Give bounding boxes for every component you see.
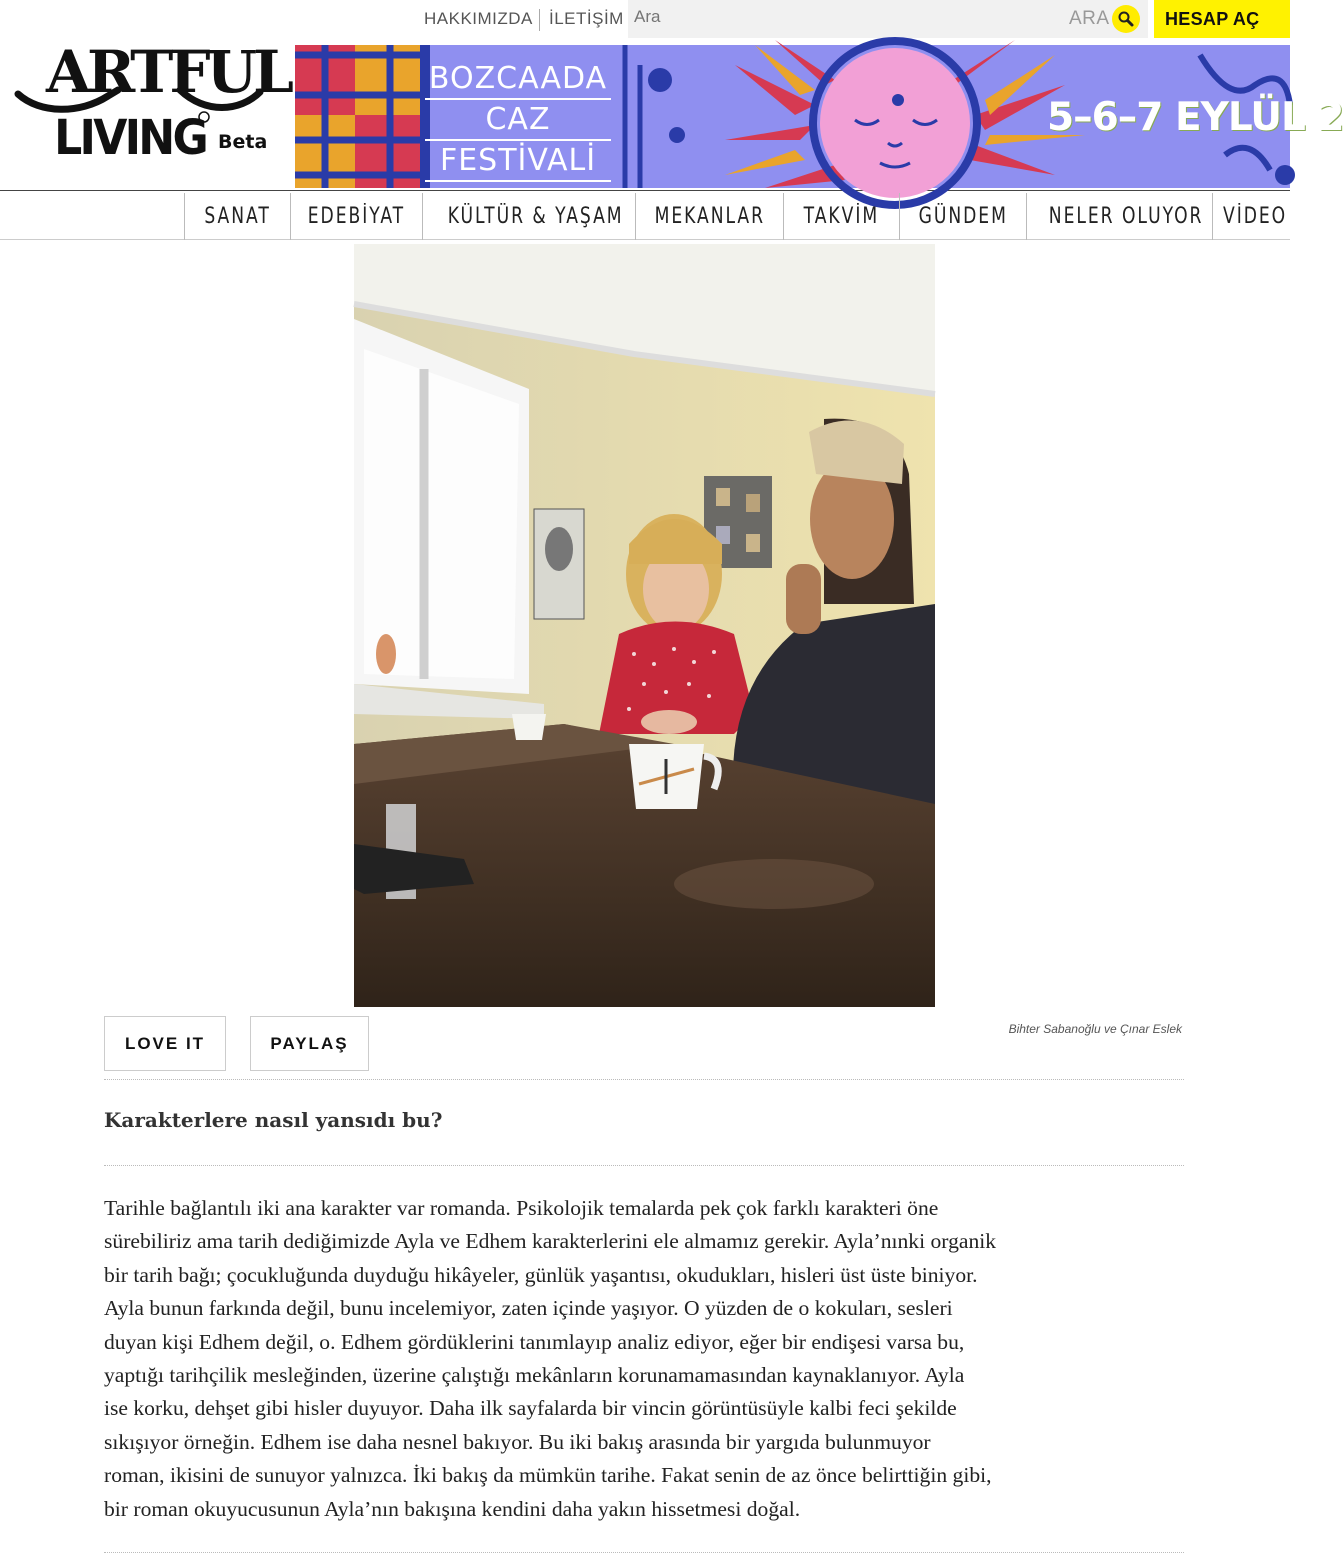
article-line: sürebiliriz ama tarih dediğimizde Ayla ve Edhem karakterlerini ele almamız gerekir. Ayla’nınki organik [104, 1229, 997, 1254]
nav-item-gundem[interactable] [899, 193, 1026, 240]
divider [104, 1165, 1184, 1166]
banner-title [425, 59, 611, 182]
logo-line1: ARTFUL [46, 38, 290, 106]
nav-item-edebiyat[interactable] [290, 193, 422, 240]
divider [104, 1079, 1184, 1080]
nav-item-takvim[interactable] [783, 193, 899, 240]
nav-item-label: MEKANLAR [654, 204, 765, 229]
article-line: bir tarih bağı; çocukluğunda duyduğu hikâyeler, günlük yaşantısı, okudukları, hisleri üst üste biniyor. [104, 1262, 978, 1287]
beta-badge: Beta [218, 131, 268, 153]
banner-title-line: BOZCAADA [425, 59, 611, 100]
share-button[interactable]: PAYLAŞ [250, 1016, 369, 1071]
nav-item-label: VİDEO [1223, 204, 1288, 229]
article-line: yaptığı tarihçilik mesleğinden, üzerine çalıştığı mekânların korunamamasından kaynaklanıyor. Ayla [104, 1363, 965, 1388]
nav-item-label: EDEBİYAT [307, 204, 406, 229]
festival-banner[interactable] [295, 45, 1344, 188]
main-nav [0, 193, 1290, 240]
top-link-divider [539, 9, 540, 31]
interview-question: Karakterlere nasıl yansıdı bu? [104, 1108, 443, 1132]
artful-living-logo-icon [10, 26, 290, 166]
article-line: bir roman okuyucusunun Ayla’nın bakışına kendini daha yakın hissetmesi doğal. [104, 1496, 801, 1521]
site-header [0, 0, 1344, 191]
divider [104, 1552, 1184, 1553]
site-logo[interactable] [10, 26, 290, 166]
nav-item-neler-oluyor[interactable] [1026, 193, 1212, 240]
magnifier-icon [1117, 10, 1135, 28]
nav-item-label: NELER OLUYOR [1048, 204, 1204, 229]
nav-item-label: TAKVİM [803, 204, 880, 229]
nav-item-video[interactable] [1212, 193, 1290, 240]
article-line: sıkışıyor örneğin. Edhem ise daha nesnel bakıyor. Bu iki bakış arasında bir yargıda bulunmuyor [104, 1429, 931, 1454]
logo-line2: LIVING [54, 109, 206, 166]
nav-item-mekanlar[interactable] [635, 193, 783, 240]
article-line: Ayla bunun farkında değil, bunu incelemiyor, zaten içinde yaşıyor. O yüzden de o kokuları, sesleri [104, 1296, 953, 1321]
article-line: Tarihle bağlantılı iki ana karakter var romanda. Psikolojik temalarda pek çok farklı karakteri öne [104, 1196, 939, 1220]
banner-title-line: CAZ [425, 100, 611, 141]
photo-caption: Bihter Sabanoğlu ve Çınar Eslek [1008, 1022, 1182, 1036]
top-bar [418, 0, 1290, 40]
love-it-button[interactable]: LOVE IT [104, 1016, 226, 1071]
article-line: ise korku, dehşet gibi hisler duyuyor. Daha ilk sayfalarda bir vincin görüntüsüyle kalbi feci şekilde [104, 1396, 957, 1421]
article-photo [354, 244, 935, 1007]
article-line: roman, ikisini de sunuyor yalnızca. İki bakış da mümkün tarihe. Fakat senin de az önce belirttiğin gibi, [104, 1463, 992, 1488]
nav-item-label: KÜLTÜR & YAŞAM [447, 204, 624, 229]
contact-link[interactable]: İLETİŞİM [549, 9, 624, 28]
article-body [104, 1192, 1194, 1526]
nav-item-sanat[interactable] [184, 193, 290, 240]
about-link[interactable]: HAKKIMIZDA [424, 9, 533, 28]
search-button[interactable] [1112, 5, 1140, 33]
banner-date: 5–6–7 EYLÜL 2 [1047, 95, 1344, 140]
nav-item-kultur-yasam[interactable] [422, 193, 635, 240]
banner-title-line: FESTİVALİ [425, 141, 611, 182]
nav-item-label: SANAT [204, 204, 271, 229]
two-women-at-table-photo [354, 244, 935, 1007]
nav-item-label: GÜNDEM [918, 204, 1008, 229]
search-label: ARA [1069, 8, 1110, 29]
signup-button[interactable]: HESAP AÇ [1154, 0, 1290, 38]
article-line: duyan kişi Edhem değil, o. Edhem gördüklerini tanımlayıp analiz ediyor, eğer bir endişesi varsa bu, [104, 1329, 965, 1354]
